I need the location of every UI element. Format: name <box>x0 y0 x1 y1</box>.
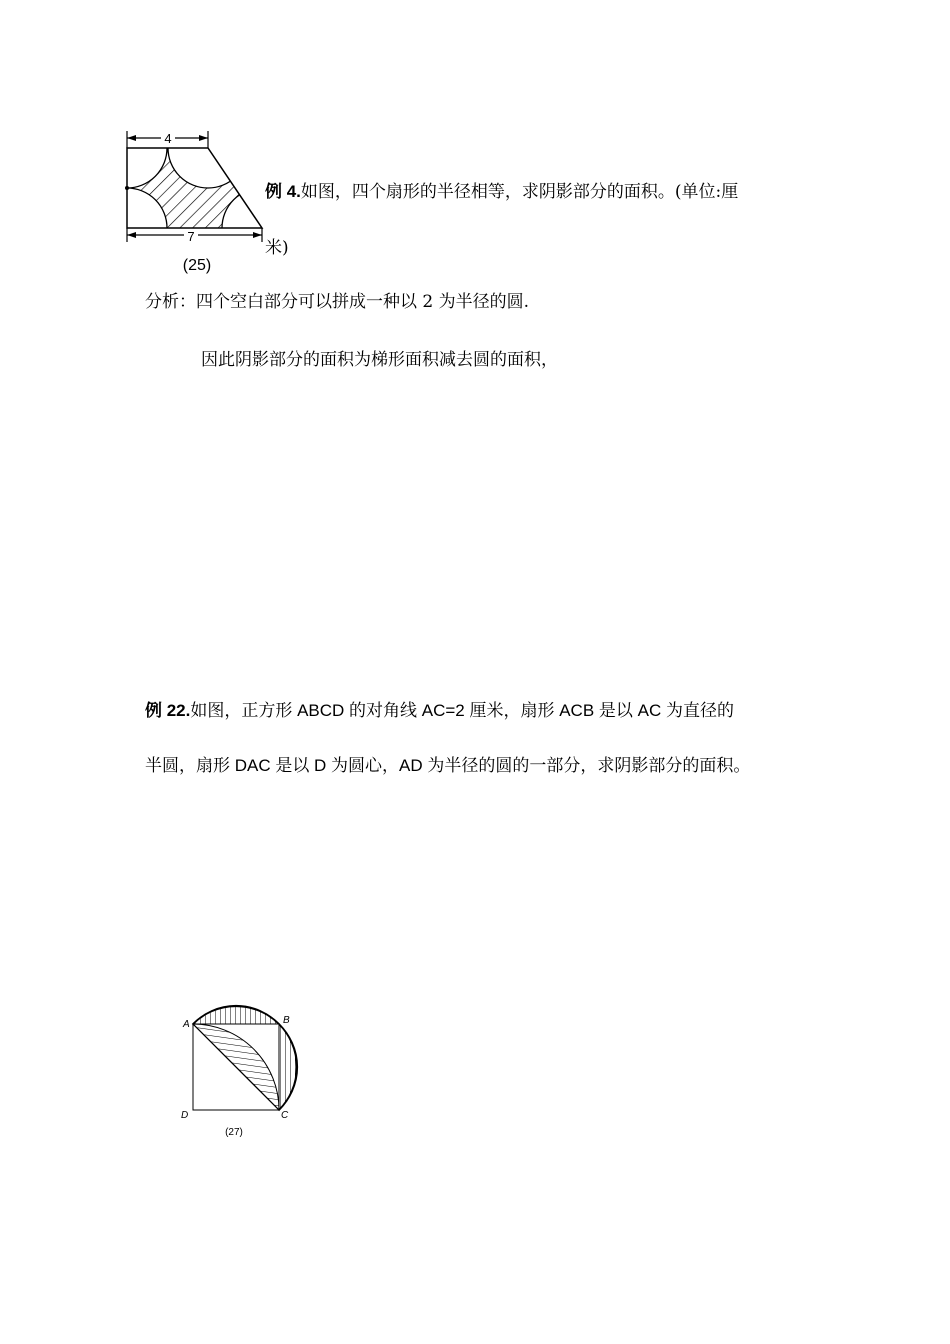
example22-text-line2: 半圆，扇形 DAC 是以 D 为圆心，AD 为半径的圆的一部分，求阴影部分的面积。 <box>145 756 751 775</box>
example22-text-line1: 如图，正方形 ABCD 的对角线 AC=2 厘米，扇形 ACB 是以 AC 为直径的 <box>190 701 734 720</box>
example22-label: 例 22. <box>145 701 191 720</box>
top-dimension-label: 4 <box>164 131 172 146</box>
bottom-dimension-label: 7 <box>187 229 195 244</box>
label-d: D <box>181 1110 189 1121</box>
example4-label: 例 4. <box>265 182 301 201</box>
example22-line1 <box>145 700 734 722</box>
figure-27 <box>170 995 310 1145</box>
analysis-line1: 分析：四个空白部分可以拼成一种以 2 为半径的圆. <box>145 292 530 312</box>
figure-caption-25: (25) <box>182 257 212 274</box>
shaded-region-25 <box>118 124 278 268</box>
example4-text-line1: 如图，四个扇形的半径相等，求阴影部分的面积。(单位:厘 <box>300 182 739 202</box>
analysis-line2: 因此阴影部分的面积为梯形面积减去圆的面积， <box>201 350 558 370</box>
figure-caption-27: (27) <box>225 1127 243 1138</box>
example4-line1 <box>265 181 738 203</box>
label-b: B <box>283 1015 290 1026</box>
example4-text-line2: 米) <box>265 238 289 258</box>
figure-25 <box>118 124 278 276</box>
label-a: A <box>183 1019 190 1030</box>
label-c: C <box>281 1110 289 1121</box>
